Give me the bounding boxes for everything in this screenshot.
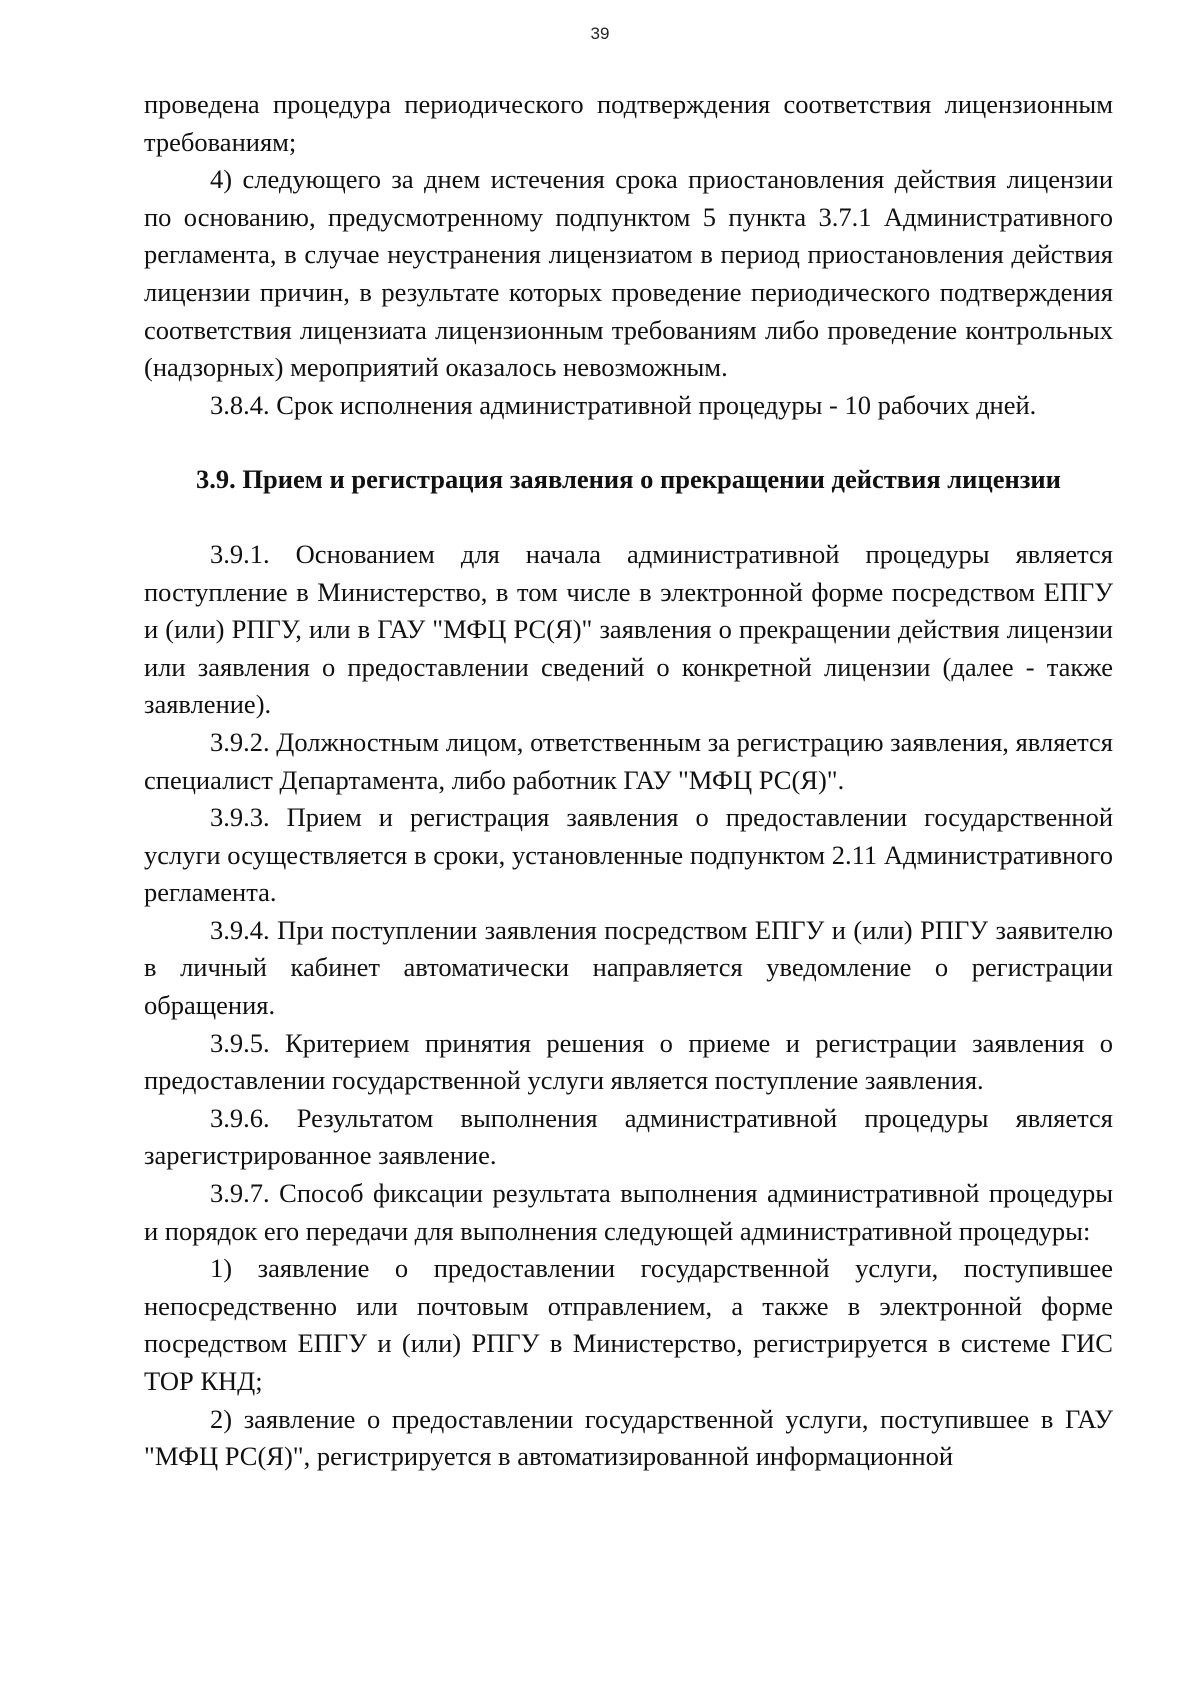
spacer <box>144 424 1113 461</box>
paragraph: 3.9.7. Способ фиксации результата выполнения административной процедуры и порядок его передачи для выполнения следующей административной процедуры: <box>144 1178 1113 1246</box>
paragraph: 3.9.2. Должностным лицом, ответственным за регистрацию заявления, является специалист Департамента, либо работник ГАУ "МФЦ РС(Я)". <box>144 726 1113 795</box>
paragraph: 3.9.3. Прием и регистрация заявления о предоставлении государственной услуги осуществляется в сроки, установленные подпунктом 2.11 Административного регламента. <box>144 802 1113 908</box>
paragraph: 3.9.4. При поступлении заявления посредством ЕПГУ и (или) РПГУ заявителю в личный кабинет автоматически направляется уведомление о регистрации обращения. <box>144 914 1113 1021</box>
document-body <box>144 86 1113 1476</box>
paragraph: 3.8.4. Срок исполнения административной процедуры - 10 рабочих дней. <box>210 389 1037 420</box>
paragraph: 3.9.6. Результатом выполнения административной процедуры является зарегистрированное заявление. <box>144 1102 1113 1171</box>
page-number: 39 <box>590 24 610 43</box>
paragraph: 4) следующего за днем истечения срока приостановления действия лицензии по основанию, предусмотренному подпунктом 5 пункта 3.7.1 Административного регламента, в случае неустранения лицензиатом в период приостановления действия лицензии причин, в результате которых проведение периодического подтверждения соответствия лицензиата лицензионным требованиям либо проведение контрольных (надзорных) мероприятий оказалось невозможным. <box>144 164 1113 383</box>
paragraph: проведена процедура периодического подтверждения соответствия лицензионным требованиям; <box>144 89 1113 157</box>
paragraph: 2) заявление о предоставлении государственной услуги, поступившее в ГАУ "МФЦ РС(Я)", регистрируется в автоматизированной информационной <box>144 1403 1113 1472</box>
paragraph: 3.9.1. Основанием для начала административной процедуры является поступление в Министерство, в том числе в электронной форме посредством ЕПГУ и (или) РПГУ, или в ГАУ "МФЦ РС(Я)" заявления о прекращении действия лицензии или заявления о предоставлении сведений о конкретной лицензии (далее - также заявление). <box>144 538 1113 720</box>
paragraph: 1) заявление о предоставлении государственной услуги, поступившее непосредственно или почтовым отправлением, а также в электронной форме посредством ЕПГУ и (или) РПГУ в Министерство, регистрируется в системе ГИС ТОР КНД; <box>144 1253 1113 1396</box>
paragraph: 3.9.5. Критерием принятия решения о приеме и регистрации заявления о предоставлении государственной услуги является поступление заявления. <box>144 1027 1113 1096</box>
section-heading: 3.9. Прием и регистрация заявления о прекращении действия лицензии <box>196 464 1061 495</box>
spacer <box>144 499 1113 536</box>
